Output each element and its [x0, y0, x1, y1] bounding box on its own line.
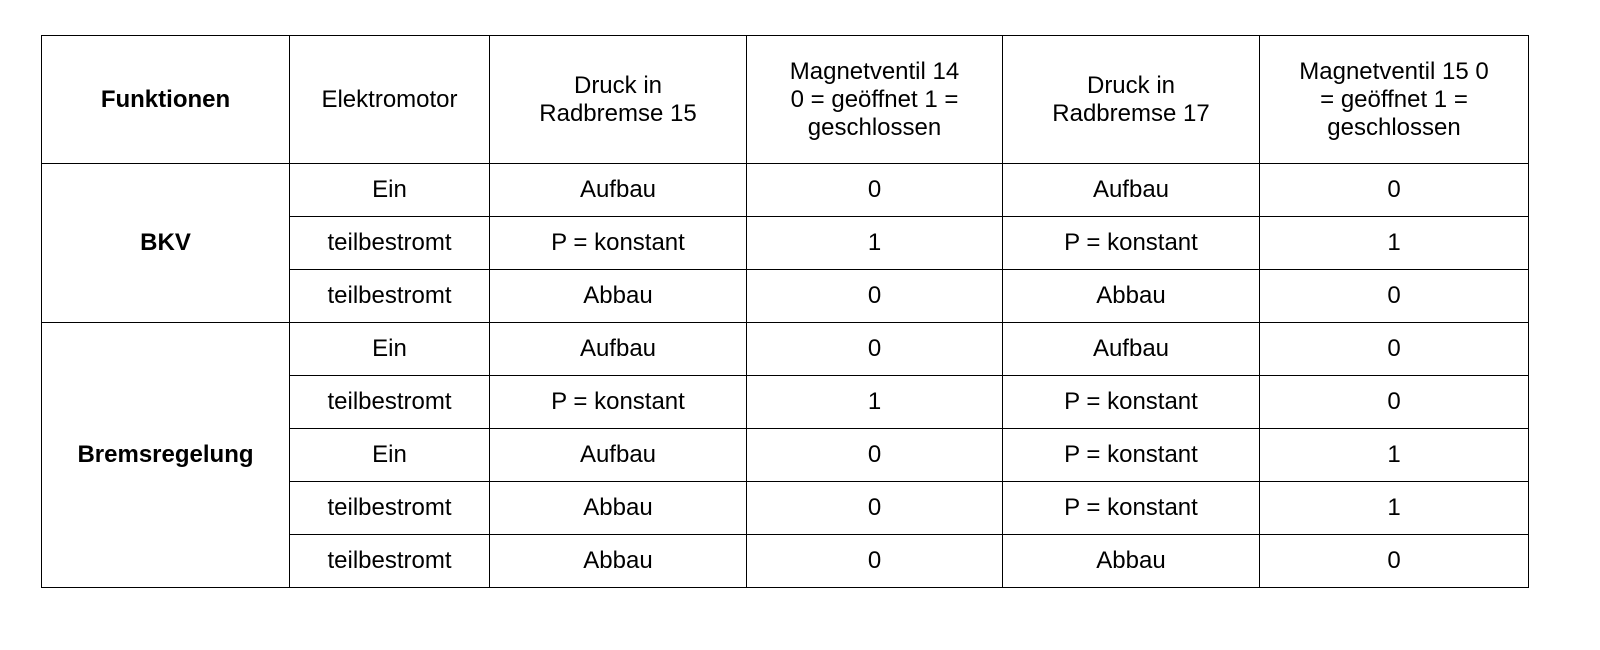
- cell-pressure-15: Abbau: [490, 535, 747, 588]
- cell-motor: teilbestromt: [290, 270, 490, 323]
- cell-valve-15: 0: [1260, 376, 1529, 429]
- header-valve-15: [1260, 36, 1529, 164]
- cell-valve-14: 1: [747, 217, 1003, 270]
- cell-valve-14: 0: [747, 429, 1003, 482]
- cell-valve-15: 1: [1260, 482, 1529, 535]
- function-table: [41, 35, 1529, 588]
- cell-pressure-15: Abbau: [490, 270, 747, 323]
- cell-valve-14: 0: [747, 323, 1003, 376]
- header-valve-14-line: 0 = geöffnet 1 =: [790, 85, 959, 113]
- cell-pressure-15: Aufbau: [490, 323, 747, 376]
- cell-valve-15: 0: [1260, 535, 1529, 588]
- cell-pressure-15: Aufbau: [490, 164, 747, 217]
- header-valve-14-line: geschlossen: [807, 113, 942, 141]
- cell-pressure-15: Aufbau: [490, 429, 747, 482]
- header-pressure-17-line: Druck in: [1086, 71, 1176, 99]
- header-pressure-17: [1003, 36, 1260, 164]
- table-row: [42, 323, 1529, 376]
- cell-pressure-17: Aufbau: [1003, 323, 1260, 376]
- cell-pressure-17: P = konstant: [1003, 482, 1260, 535]
- cell-valve-15: 1: [1260, 429, 1529, 482]
- cell-motor: Ein: [290, 429, 490, 482]
- header-pressure-17-line: Radbremse 17: [1052, 99, 1210, 127]
- cell-valve-14: 1: [747, 376, 1003, 429]
- header-functions-label: Funktionen: [100, 85, 231, 113]
- header-valve-14-line: Magnetventil 14: [789, 57, 960, 85]
- cell-valve-15: 0: [1260, 164, 1529, 217]
- cell-pressure-17: Aufbau: [1003, 164, 1260, 217]
- cell-valve-14: 0: [747, 535, 1003, 588]
- header-motor: [290, 36, 490, 164]
- group-label-bkv: BKV: [42, 164, 290, 323]
- cell-motor: teilbestromt: [290, 535, 490, 588]
- header-pressure-15-line: Druck in: [573, 71, 663, 99]
- header-valve-15-line: geschlossen: [1327, 113, 1461, 141]
- cell-motor: teilbestromt: [290, 482, 490, 535]
- cell-valve-14: 0: [747, 482, 1003, 535]
- cell-pressure-15: Abbau: [490, 482, 747, 535]
- group-label-bremsregelung: Bremsregelung: [42, 323, 290, 588]
- header-functions: [42, 36, 290, 164]
- cell-pressure-15: P = konstant: [490, 376, 747, 429]
- header-pressure-15-line: Radbremse 15: [539, 99, 697, 127]
- cell-motor: teilbestromt: [290, 376, 490, 429]
- header-valve-15-line: = geöffnet 1 =: [1320, 85, 1468, 113]
- cell-valve-15: 0: [1260, 323, 1529, 376]
- header-row: [42, 36, 1529, 164]
- cell-motor: Ein: [290, 323, 490, 376]
- cell-pressure-17: P = konstant: [1003, 429, 1260, 482]
- header-pressure-15: [490, 36, 747, 164]
- cell-pressure-15: P = konstant: [490, 217, 747, 270]
- cell-valve-14: 0: [747, 270, 1003, 323]
- cell-pressure-17: P = konstant: [1003, 217, 1260, 270]
- cell-motor: teilbestromt: [290, 217, 490, 270]
- cell-valve-14: 0: [747, 164, 1003, 217]
- header-valve-14: [747, 36, 1003, 164]
- cell-pressure-17: P = konstant: [1003, 376, 1260, 429]
- cell-motor: Ein: [290, 164, 490, 217]
- cell-valve-15: 0: [1260, 270, 1529, 323]
- header-motor-label: Elektromotor: [321, 85, 458, 113]
- cell-pressure-17: Abbau: [1003, 270, 1260, 323]
- cell-pressure-17: Abbau: [1003, 535, 1260, 588]
- cell-valve-15: 1: [1260, 217, 1529, 270]
- table-row: [42, 164, 1529, 217]
- header-valve-15-line: Magnetventil 15 0: [1299, 57, 1489, 85]
